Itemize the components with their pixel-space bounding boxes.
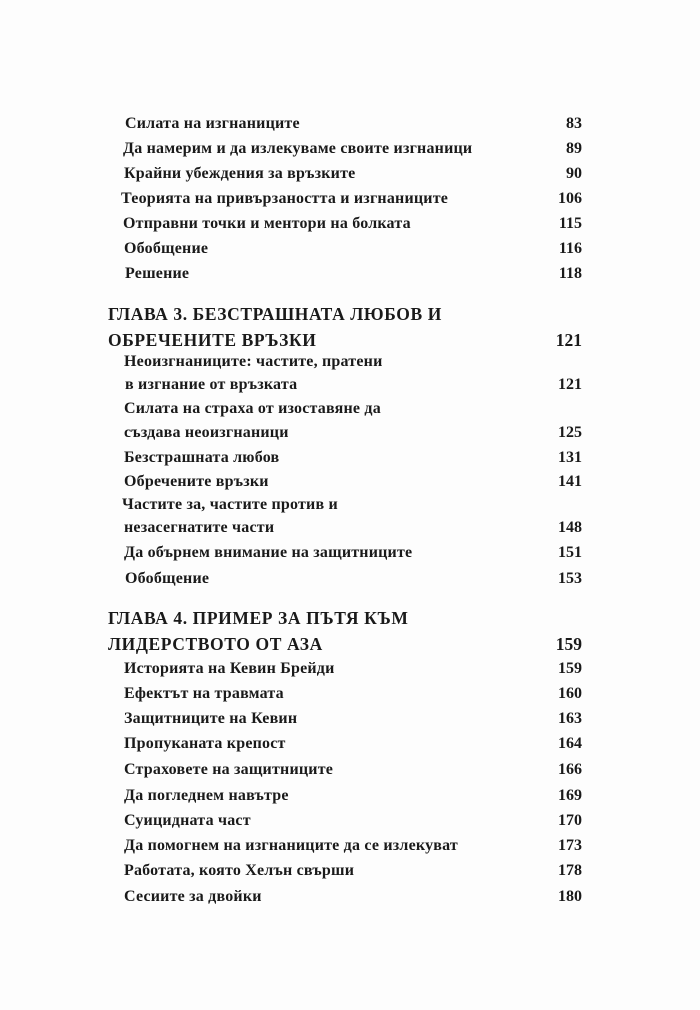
toc-entry [0,214,700,234]
chapter-heading-line [0,608,700,628]
toc-entry [0,811,700,831]
toc-entry-title: Страховете на защитниците [124,761,334,778]
toc-entry-title: Суицидната част [124,812,251,829]
chapter-title: ГЛАВА 4. ПРИМЕР ЗА ПЪТЯ КЪМ [108,608,409,628]
chapter-heading-line [0,330,700,350]
toc-entry-title: Теорията на привързаността и изгнаниците [121,190,449,207]
toc-entry-title: Силата на страха от изоставяне да [124,400,381,417]
toc-entry-page: 89 [566,140,582,157]
toc-entry [0,164,700,184]
chapter-page: 159 [555,634,582,654]
toc-entry [0,472,700,492]
toc-entry-title: Обобщение [125,570,210,587]
toc-entry [0,264,700,284]
toc-entry-page: 90 [566,165,582,182]
toc-entry-page: 131 [558,449,582,466]
toc-entry-title: Обречените връзки [124,473,269,490]
toc-entry-page: 83 [566,115,582,132]
toc-entry-title: Защитниците на Кевин [124,710,298,727]
toc-entry [0,861,700,881]
toc-entry [0,543,700,563]
toc-entry-page: 180 [558,888,582,905]
toc-entry [0,352,700,372]
toc-entry [0,139,700,159]
toc-entry-page: 115 [558,215,582,232]
toc-entry-page: 169 [558,787,582,804]
toc-entry [0,189,700,209]
toc-entry-page: 173 [558,837,582,854]
chapter-heading-line [0,304,700,324]
toc-entry-title: Силата на изгнаниците [125,115,300,132]
toc-entry-title: Решение [125,265,190,282]
toc-entry-title: Обобщение [124,240,209,257]
toc-entry-page: 141 [558,473,582,490]
toc-entry-page: 106 [558,190,582,207]
toc-entry-page: 121 [558,376,582,393]
toc-entry-title: създава неоизгнаници [124,424,289,441]
toc-entry-title: Да помогнем на изгнаниците да се излекуват [124,837,458,854]
toc-entry-title: Сесиите за двойки [124,888,262,905]
chapter-heading-line [0,634,700,654]
toc-entry-page: 160 [558,685,582,702]
toc-entry [0,448,700,468]
toc-entry-title: Неоизгнаниците: частите, пратени [124,353,383,370]
toc-entry [0,375,700,395]
toc-entry [0,239,700,259]
toc-entry [0,518,700,538]
toc-entry-title: Безстрашната любов [124,449,280,466]
toc-entry [0,569,700,589]
toc-entry [0,659,700,679]
toc-entry [0,786,700,806]
toc-entry-title: Частите за, частите против и [122,496,338,513]
chapter-title: ЛИДЕРСТВОТО ОТ АЗА [108,634,323,654]
toc-entry-page: 159 [558,660,582,677]
toc-entry [0,684,700,704]
toc-entry-title: Отправни точки и ментори на болката [123,215,411,232]
toc-entry-title: Да погледнем навътре [124,787,289,804]
toc-entry [0,734,700,754]
toc-entry [0,399,700,419]
toc-entry [0,114,700,134]
toc-entry-title: Крайни убеждения за връзките [124,165,356,182]
toc-entry-page: 118 [558,265,582,282]
toc-entry-page: 164 [558,735,582,752]
toc-entry-title: Историята на Кевин Брейди [124,660,335,677]
toc-entry-page: 153 [558,570,582,587]
chapter-title: ОБРЕЧЕНИТЕ ВРЪЗКИ [108,330,317,350]
toc-entry-title: в изгнание от връзката [125,376,298,393]
toc-entry [0,423,700,443]
toc-entry-title: Ефектът на травмата [124,685,284,702]
toc-entry [0,760,700,780]
chapter-title: ГЛАВА 3. БЕЗСТРАШНАТА ЛЮБОВ И [108,304,442,324]
toc-entry-page: 166 [558,761,582,778]
toc-entry-page: 125 [558,424,582,441]
toc-entry-page: 178 [558,862,582,879]
toc-entry-page: 151 [558,544,582,561]
toc-entry-title: Пропуканата крепост [124,735,286,752]
toc-entry-page: 116 [558,240,582,257]
toc-entry [0,836,700,856]
chapter-page: 121 [555,330,582,350]
toc-entry-page: 163 [558,710,582,727]
toc-entry [0,495,700,515]
toc-entry-page: 148 [558,519,582,536]
toc-entry-title: незасегнатите части [124,519,275,536]
toc-entry [0,887,700,907]
toc-entry-title: Работата, която Хелън свърши [124,862,355,879]
toc-entry-page: 170 [558,812,582,829]
toc-entry-title: Да намерим и да излекуваме своите изгнаници [123,140,473,157]
toc-entry-title: Да обърнем внимание на защитниците [124,544,413,561]
toc-entry [0,709,700,729]
